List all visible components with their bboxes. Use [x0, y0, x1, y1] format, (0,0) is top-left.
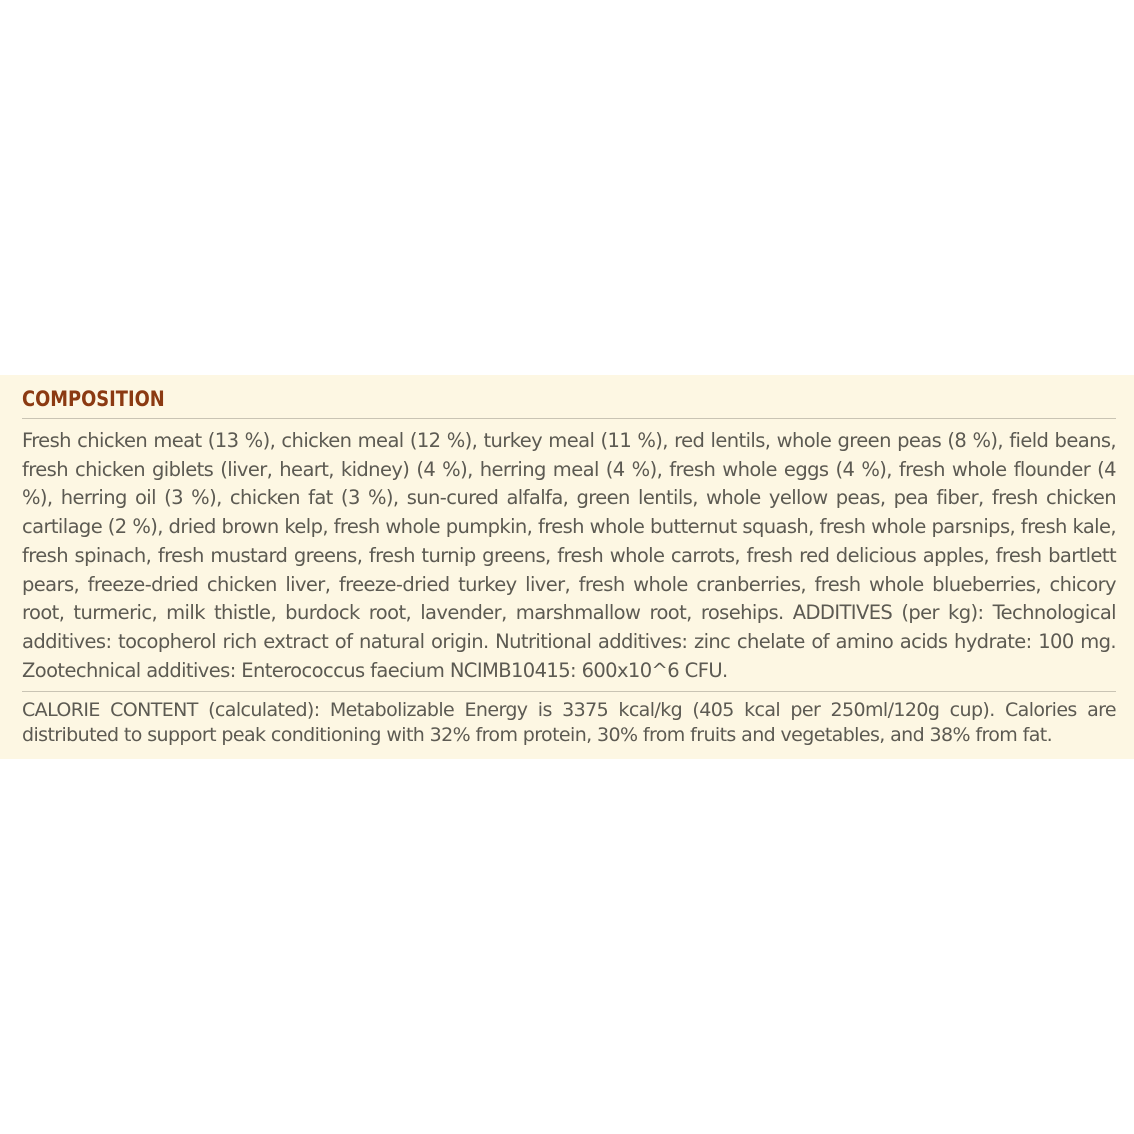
composition-heading: COMPOSITION: [22, 387, 165, 411]
composition-panel: [0, 375, 1134, 759]
composition-text: Fresh chicken meat (13 %), chicken meal (12 %), turkey meal (11 %), red lentils, whole green peas (8 %), field beans, fresh chicken giblets (liver, heart, kidney) (4 %), herring meal (4 %), fresh whole eggs (4 %), fresh whole flounder (4 %), herring oil (3 %), chicken fat (3 %), sun-cured alfalfa, green lentils, whole yellow peas, pea fiber, fresh chicken cartilage (2 %), dried brown kelp, fresh whole pumpkin, fresh whole butternut squash, fresh whole parsnips, fresh kale, fresh spinach, fresh mustard greens, fresh turnip greens, fresh whole carrots, fresh red delicious apples, fresh bartlett pears, freeze-dried chicken liver, freeze-dried turkey liver, fresh whole cranberries, fresh whole blueberries, chicory root, turmeric, milk thistle, burdock root, lavender, marshmallow root, rosehips. ADDITIVES (per kg): Technological additives: tocopherol rich extract of natural origin. Nutritional additives: zinc chelate of amino acids hydrate: 100 mg. Zootechnical additives: Enterococcus faecium NCIMB10415: 600x10^6 CFU.: [22, 429, 1116, 682]
heading-divider: [22, 418, 1116, 419]
calorie-content-text: CALORIE CONTENT (calculated): Metabolizable Energy is 3375 kcal/kg (405 kcal per 250ml/120g cup). Calories are distributed to support peak conditioning with 32% from protein, 30% from fruits and vegetables, and 38% from fat.: [22, 699, 1116, 747]
section-divider: [22, 691, 1116, 692]
